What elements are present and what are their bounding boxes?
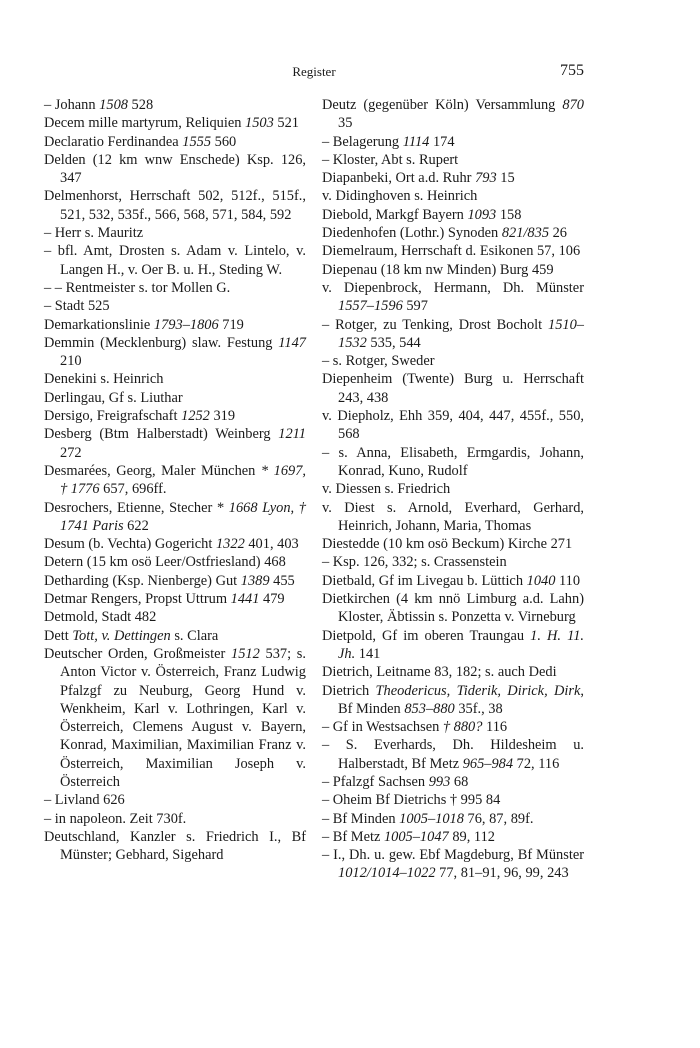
index-entry: Delmenhorst, Herrschaft 502, 512f., 515f., 521, 532, 535f., 566, 568, 571, 584, 592: [44, 188, 306, 223]
index-entry: Diepenheim (Twente) Burg u. Herrschaft 243, 438: [322, 371, 584, 406]
index-entry: Detharding (Ksp. Nienberge) Gut 1389 455: [44, 572, 295, 589]
index-entry: Detmar Rengers, Propst Uttrum 1441 479: [44, 591, 285, 608]
index-entry: – Belagerung 1114 174: [322, 133, 455, 150]
index-entry: – Kloster, Abt s. Rupert: [322, 151, 459, 168]
index-entry: Desberg (Btm Halberstadt) Weinberg 1211 272: [44, 426, 306, 461]
index-entry: Dett Tott, v. Dettingen s. Clara: [44, 627, 219, 644]
index-entry: – Bf Metz 1005–1047 89, 112: [322, 828, 495, 845]
index-entry: Desmarées, Georg, Maler München * 1697, † 1776 657, 696ff.: [44, 462, 306, 498]
index-entry: Dietpold, Gf im oberen Traungau 1. H. 11. Jh. 141: [322, 627, 584, 662]
index-column-left: [44, 96, 306, 864]
index-entry: Diapanbeki, Ort a.d. Ruhr 793 15: [322, 170, 515, 187]
index-entry: Diebold, Markgf Bayern 1093 158: [322, 206, 522, 223]
index-entry: Diestedde (10 km osö Beckum) Kirche 271: [322, 536, 573, 553]
index-entry: – Herr s. Mauritz: [44, 225, 144, 242]
index-entry: v. Diessen s. Friedrich: [322, 481, 451, 498]
index-entry: Deutschland, Kanzler s. Friedrich I., Bf Münster; Gebhard, Sigehard: [44, 828, 306, 864]
index-entry: – Ksp. 126, 332; s. Crassenstein: [322, 554, 507, 571]
index-entry: Demarkationslinie 1793–1806 719: [44, 316, 244, 333]
index-entry: – I., Dh. u. gew. Ebf Magdeburg, Bf Münster 1012/1014–1022 77, 81–91, 96, 99, 243: [322, 847, 584, 882]
index-entry: Diemelraum, Herrschaft d. Esikonen 57, 106: [322, 243, 581, 260]
index-entry: Deutz (gegenüber Köln) Versammlung 870 35: [322, 97, 584, 132]
index-entry: – Stadt 525: [44, 298, 110, 315]
index-entry: Diepenau (18 km nw Minden) Burg 459: [322, 261, 554, 278]
page-header: [44, 62, 584, 86]
index-entry: v. Diepholz, Ehh 359, 404, 447, 455f., 550, 568: [322, 408, 584, 443]
index-entry: Diedenhofen (Lothr.) Synoden 821/835 26: [322, 225, 568, 242]
index-entry: Dietrich Theodericus, Tiderik, Dirick, Dirk, Bf Minden 853–880 35f., 38: [322, 682, 584, 717]
index-entry: Declaratio Ferdinandea 1555 560: [44, 133, 237, 150]
index-entry: Demmin (Mecklenburg) slaw. Festung 1147 210: [44, 334, 306, 370]
index-entry: – Gf in Westsachsen † 880? 116: [322, 719, 508, 736]
index-entry: – Johann 1508 528: [44, 97, 154, 113]
index-entry: v. Didinghoven s. Heinrich: [322, 188, 478, 205]
index-entry: – Rotger, zu Tenking, Drost Bocholt 1510–1532 535, 544: [322, 316, 584, 351]
index-entry: – – Rentmeister s. tor Mollen G.: [44, 279, 231, 296]
index-entry: – in napoleon. Zeit 730f.: [44, 810, 187, 827]
index-entry: – Livland 626: [44, 792, 125, 809]
index-entry: – Bf Minden 1005–1018 76, 87, 89f.: [322, 810, 534, 827]
index-entry: Desum (b. Vechta) Gogericht 1322 401, 403: [44, 536, 299, 553]
index-entry: – Oheim Bf Dietrichs † 995 84: [322, 792, 501, 809]
index-entry: – S. Everhards, Dh. Hildesheim u. Halberstadt, Bf Metz 965–984 72, 116: [322, 737, 584, 772]
index-entry: – s. Rotger, Sweder: [322, 353, 435, 370]
index-entry: Delden (12 km wnw Enschede) Ksp. 126, 347: [44, 151, 306, 187]
index-entry: – s. Anna, Elisabeth, Ermgardis, Johann, Konrad, Kuno, Rudolf: [322, 444, 584, 479]
index-entry: Derlingau, Gf s. Liuthar: [44, 389, 183, 406]
page-number: 755: [560, 62, 584, 79]
index-entry: Denekini s. Heinrich: [44, 371, 164, 388]
index-entry: Dietrich, Leitname 83, 182; s. auch Dedi: [322, 664, 557, 681]
index-entry: Detern (15 km osö Leer/Ostfriesland) 468: [44, 554, 286, 571]
index-entry: Desrochers, Etienne, Stecher * 1668 Lyon, † 1741 Paris 622: [44, 499, 306, 534]
index-entry: Deutscher Orden, Großmeister 1512 537; s. Anton Victor v. Österreich, Franz Ludwig Pfalzgf zu Neuburg, Georg Hund v. Wenkheim, Karl v. Lothringen, Karl v. Österreich, Clemens August v. Bayern, Konrad, Maximilian, Maximilian Franz v. Österreich, Maximilian Joseph v. Österreich: [44, 645, 307, 790]
index-entry: – bfl. Amt, Drosten s. Adam v. Lintelo, v. Langen H., v. Oer B. u. H., Steding W.: [44, 243, 306, 278]
index-entry: Dersigo, Freigrafschaft 1252 319: [44, 408, 236, 425]
index-entry: v. Diepenbrock, Hermann, Dh. Münster 1557–1596 597: [322, 279, 584, 315]
index-entry: Decem mille martyrum, Reliquien 1503 521: [44, 115, 299, 132]
index-column-right: [322, 96, 584, 883]
running-title: Register: [292, 64, 336, 79]
index-entry: Dietkirchen (4 km nnö Limburg a.d. Lahn) Kloster, Äbtissin s. Ponzetta v. Virneburg: [322, 591, 584, 626]
index-entry: – Pfalzgf Sachsen 993 68: [322, 773, 469, 790]
index-entry: Dietbald, Gf im Livegau b. Lüttich 1040 110: [322, 572, 581, 589]
index-entry: Detmold, Stadt 482: [44, 609, 157, 626]
index-entry: v. Diest s. Arnold, Everhard, Gerhard, Heinrich, Johann, Maria, Thomas: [322, 499, 584, 534]
